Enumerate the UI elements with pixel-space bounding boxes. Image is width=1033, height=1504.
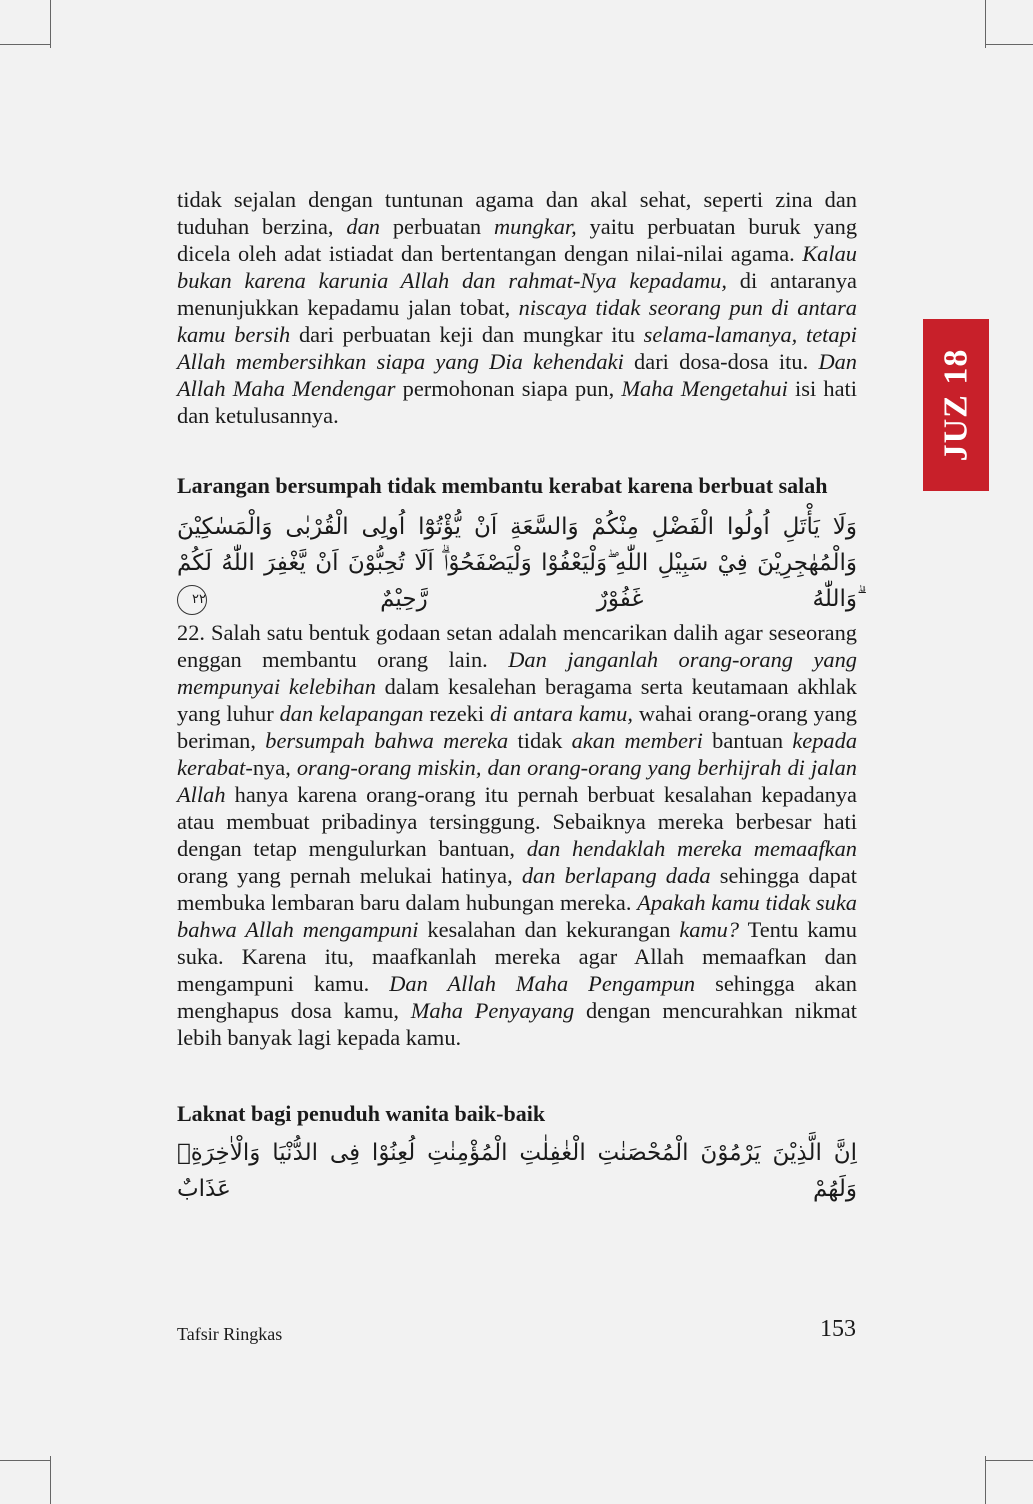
crop-mark: [985, 1460, 1033, 1461]
emphasized-text: Apakah kamu tidak suka bahwa Allah mengampuni: [177, 890, 857, 942]
body-text: perbuatan: [379, 214, 494, 239]
emphasized-text: akan memberi: [571, 728, 703, 753]
emphasized-text: Dan Allah Maha Pengampun: [389, 971, 696, 996]
crop-mark: [985, 44, 1033, 45]
juz-label: JUZ 18: [937, 348, 975, 462]
emphasized-text: dan: [346, 214, 380, 239]
emphasized-text: selama-lamanya, tetapi Allah membersihkan siapa yang Dia kehendaki: [177, 322, 858, 374]
section-heading: Larangan bersumpah tidak membantu kerabat karena berbuat salah: [177, 473, 828, 498]
crop-mark: [0, 44, 50, 45]
body-text: kesalahan dan kekurangan: [418, 917, 680, 942]
arabic-verse-23: [177, 1135, 857, 1207]
verse-text: وَلَا يَأْتَلِ اُولُوا الْفَضْلِ مِنْكُمْ وَالسَّعَةِ اَنْ يُّؤْتُوْٓا اُولِى الْقُرْبٰى وَالْمَسٰكِيْنَ وَالْمُهٰجِرِيْنَ فِيْ سَبِيْلِ اللّٰهِ ۖوَلْيَعْفُوْا وَلْيَصْفَحُوْاۗ اَلَا تُحِبُّوْنَ اَنْ يَّغْفِرَ اللّٰهُ لَكُمْ ۗوَاللّٰهُ غَفُوْرٌ رَّحِيْمٌ: [177, 514, 857, 612]
page-content: [177, 186, 857, 1207]
body-text: hanya karena orang-orang itu pernah berbuat kesalahan kepadanya atau membuat pribadinya tersinggung. Sebaiknya mereka berbesar hati dengan tetap mengulurkan bantuan,: [177, 782, 857, 861]
page-number: 153: [820, 1316, 856, 1342]
body-text: dari perbuatan keji dan mungkar itu: [290, 322, 644, 347]
body-text: Tentu kamu suka. Karena itu, maafkanlah mereka agar Allah memaafkan dan mengampuni kamu.: [177, 917, 858, 996]
emphasized-text: di antara kamu,: [489, 701, 633, 726]
section-heading: Laknat bagi penuduh wanita baik-baik: [177, 1101, 546, 1126]
running-footer-title: Tafsir Ringkas: [177, 1324, 283, 1344]
body-text: yaitu perbuatan buruk yang dicela oleh adat istiadat dan bertentangan dengan nilai-nilai agama.: [177, 214, 858, 266]
body-text: sehingga dapat membuka lembaran baru dalam hubungan mereka.: [177, 863, 857, 915]
body-text: bantuan: [702, 728, 793, 753]
body-text: tidak sejalan dengan tuntunan agama dan akal sehat, seperti zina dan tuduhan berzina,: [177, 187, 857, 239]
body-text: di antaranya menunjukkan kepadamu jalan tobat,: [177, 268, 857, 320]
body-text: isi hati dan ketulusannya.: [177, 376, 857, 428]
body-text: dari dosa-dosa itu.: [623, 349, 819, 374]
body-text: -nya,: [245, 755, 297, 780]
emphasized-text: Dan Allah Maha Mendengar: [177, 349, 857, 401]
body-text: wahai orang-orang yang beriman,: [177, 701, 857, 753]
body-text: tidak: [508, 728, 572, 753]
emphasized-text: Kalau bukan karena karunia Allah dan rahmat-Nya kepadamu,: [177, 241, 857, 293]
verse-text: اِنَّ الَّذِيْنَ يَرْمُوْنَ الْمُحْصَنٰتِ الْغٰفِلٰتِ الْمُؤْمِنٰتِ لُعِنُوْا فِى الدُّنْيَا وَالْاٰخِرَةِۖ وَلَهُمْ عَذَابٌ: [177, 1140, 857, 1202]
body-text: permohonan siapa pun,: [395, 376, 622, 401]
body-text: dalam kesalehan beragama serta keutamaan akhlak yang luhur: [177, 674, 857, 726]
crop-mark: [50, 0, 51, 48]
crop-mark: [0, 1460, 50, 1461]
crop-mark: [985, 0, 986, 48]
emphasized-text: orang-orang miskin, dan orang-orang yang berhijrah di jalan Allah: [177, 755, 857, 807]
emphasized-text: Maha Penyayang: [410, 998, 575, 1023]
tafsir-paragraph-continued: [177, 186, 857, 429]
emphasized-text: mungkar,: [494, 214, 577, 239]
emphasized-text: dan hendaklah mereka memaafkan: [526, 836, 857, 861]
body-text: rezeki: [423, 701, 490, 726]
emphasized-text: niscaya tidak seorang pun di antara kamu bersih: [177, 295, 857, 347]
emphasized-text: kepada kerabat: [177, 728, 858, 780]
emphasized-text: Maha Mengetahui: [621, 376, 788, 401]
body-text: dengan mencurahkan nikmat lebih banyak lagi kepada kamu.: [177, 998, 857, 1050]
body-text: orang yang pernah melukai hatinya,: [177, 863, 522, 888]
body-text: sehingga akan menghapus dosa kamu,: [177, 971, 858, 1023]
crop-mark: [50, 1456, 51, 1504]
arabic-verse-22: [177, 509, 857, 617]
juz-tab: [923, 319, 989, 491]
ayah-number-marker: ٢٢: [177, 585, 207, 615]
emphasized-text: bersumpah bahwa mereka: [265, 728, 509, 753]
emphasized-text: dan kelapangan: [279, 701, 424, 726]
emphasized-text: kamu?: [679, 917, 740, 942]
tafsir-paragraph-22: [177, 619, 857, 1051]
emphasized-text: Dan janganlah orang-orang yang mempunyai kelebihan: [177, 647, 857, 699]
crop-mark: [985, 1456, 986, 1504]
body-text: 22. Salah satu bentuk godaan setan adalah mencarikan dalih agar seseorang enggan membantu orang lain.: [177, 620, 857, 672]
emphasized-text: dan berlapang dada: [521, 863, 711, 888]
